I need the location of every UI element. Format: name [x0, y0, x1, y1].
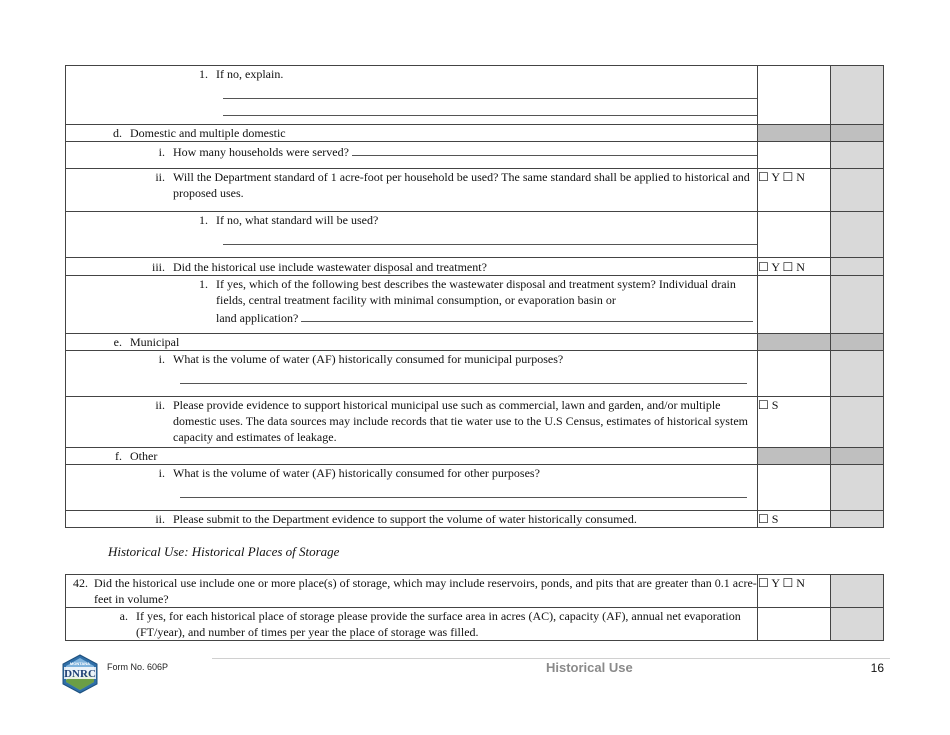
- table-row: ii. Please submit to the Department evidence to support the volume of water historically consumed. ☐ S: [66, 511, 884, 528]
- question-text: What is the volume of water (AF) historically consumed for other purposes?: [173, 466, 540, 480]
- subsection-title: Domestic and multiple domestic: [130, 126, 286, 140]
- submitted-checkbox[interactable]: ☐ S: [758, 511, 831, 528]
- footer-title: Historical Use: [546, 660, 633, 675]
- page-number: 16: [870, 661, 884, 675]
- land-application-input[interactable]: [301, 308, 753, 322]
- table-row: e. Municipal: [66, 334, 884, 351]
- table-row: 1. If no, explain.: [66, 66, 884, 125]
- storage-table: [65, 574, 884, 641]
- yes-no-checkbox[interactable]: ☐ Y ☐ N: [758, 575, 831, 608]
- submitted-checkbox[interactable]: ☐ S: [758, 397, 831, 448]
- question-text-end: land application?: [216, 311, 299, 325]
- table-row: 42. Did the historical use include one or more place(s) of storage, which may include reservoirs, ponds, and pits that are greater than 0.1 acre-feet in volume? ☐ Y ☐ N: [66, 575, 884, 608]
- table-row: ii. Please provide evidence to support historical municipal use such as commercial, lawn and garden, and/or multiple domestic uses. The data sources may include records that tie water use to the U.S Census, estimates of historical system capacity and estimates of leakage. ☐ S: [66, 397, 884, 448]
- table-row: ii. Will the Department standard of 1 acre-foot per household be used? The same standard shall be applied to historical and proposed uses. ☐ Y ☐ N: [66, 169, 884, 212]
- answer-line[interactable]: [223, 101, 757, 116]
- page-footer: [60, 654, 890, 694]
- question-text: Please submit to the Department evidence to support the volume of water historically consumed.: [173, 512, 637, 526]
- table-row: iii. Did the historical use include wastewater disposal and treatment? ☐ Y ☐ N: [66, 258, 884, 276]
- yes-no-checkbox[interactable]: ☐ Y ☐ N: [758, 258, 831, 276]
- answer-line[interactable]: [180, 369, 747, 384]
- footer-rule: [212, 658, 890, 659]
- form-number: Form No. 606P: [107, 662, 169, 672]
- question-text: If no, explain.: [216, 67, 284, 81]
- answer-line[interactable]: [223, 84, 757, 99]
- logo-small-text: MONTANA: [69, 661, 91, 666]
- question-text: Did the historical use include one or more place(s) of storage, which may include reservoirs, ponds, and pits that are greater than 0.1 acre-feet in volume?: [94, 576, 757, 606]
- question-text: What is the volume of water (AF) historically consumed for municipal purposes?: [173, 352, 564, 366]
- answer-line[interactable]: [223, 230, 757, 245]
- historical-use-table: [65, 65, 884, 528]
- table-row: d. Domestic and multiple domestic: [66, 125, 884, 142]
- households-input[interactable]: [352, 142, 757, 156]
- section-heading: Historical Use: Historical Places of Storage: [108, 544, 340, 559]
- question-text: How many households were served?: [173, 145, 349, 159]
- question-text: If no, what standard will be used?: [216, 213, 379, 227]
- table-row: i. What is the volume of water (AF) historically consumed for municipal purposes?: [66, 351, 884, 397]
- answer-line[interactable]: [180, 483, 747, 498]
- logo-text: DNRC: [64, 668, 96, 680]
- table-row: a. If yes, for each historical place of storage please provide the surface area in acres (AC), capacity (AF), annual net evaporation (FT/year), and number of times per year the place of storage was filled.: [66, 608, 884, 641]
- question-text: If yes, which of the following best describes the wastewater disposal and treatment system? Individual drain fields, central treatment facility with minimal consumption, or evaporation basin or: [216, 277, 736, 307]
- table-row: i. How many households were served?: [66, 142, 884, 169]
- yes-no-checkbox[interactable]: ☐ Y ☐ N: [758, 169, 831, 212]
- table-row: f. Other: [66, 448, 884, 465]
- question-text: Please provide evidence to support historical municipal use such as commercial, lawn and garden, and/or multiple domestic uses. The data sources may include records that tie water use to the U.S Census, estimates of historical system capacity and estimates of leakage.: [173, 398, 748, 444]
- question-text: Did the historical use include wastewater disposal and treatment?: [173, 260, 487, 274]
- table-row: 1. If no, what standard will be used?: [66, 212, 884, 258]
- dnrc-logo: [60, 654, 100, 694]
- question-text: Will the Department standard of 1 acre-foot per household be used? The same standard shall be applied to historical and proposed uses.: [173, 170, 750, 200]
- question-text: If yes, for each historical place of storage please provide the surface area in acres (AC), capacity (AF), annual net evaporation (FT/year), and number of times per year the place of storage was filled.: [136, 609, 741, 639]
- subsection-title: Other: [130, 449, 158, 463]
- subsection-title: Municipal: [130, 335, 180, 349]
- table-row: i. What is the volume of water (AF) historically consumed for other purposes?: [66, 465, 884, 511]
- table-row: 1. If yes, which of the following best describes the wastewater disposal and treatment system? Individual drain fields, central treatment facility with minimal consumption, or evaporation basin or land application?: [66, 276, 884, 334]
